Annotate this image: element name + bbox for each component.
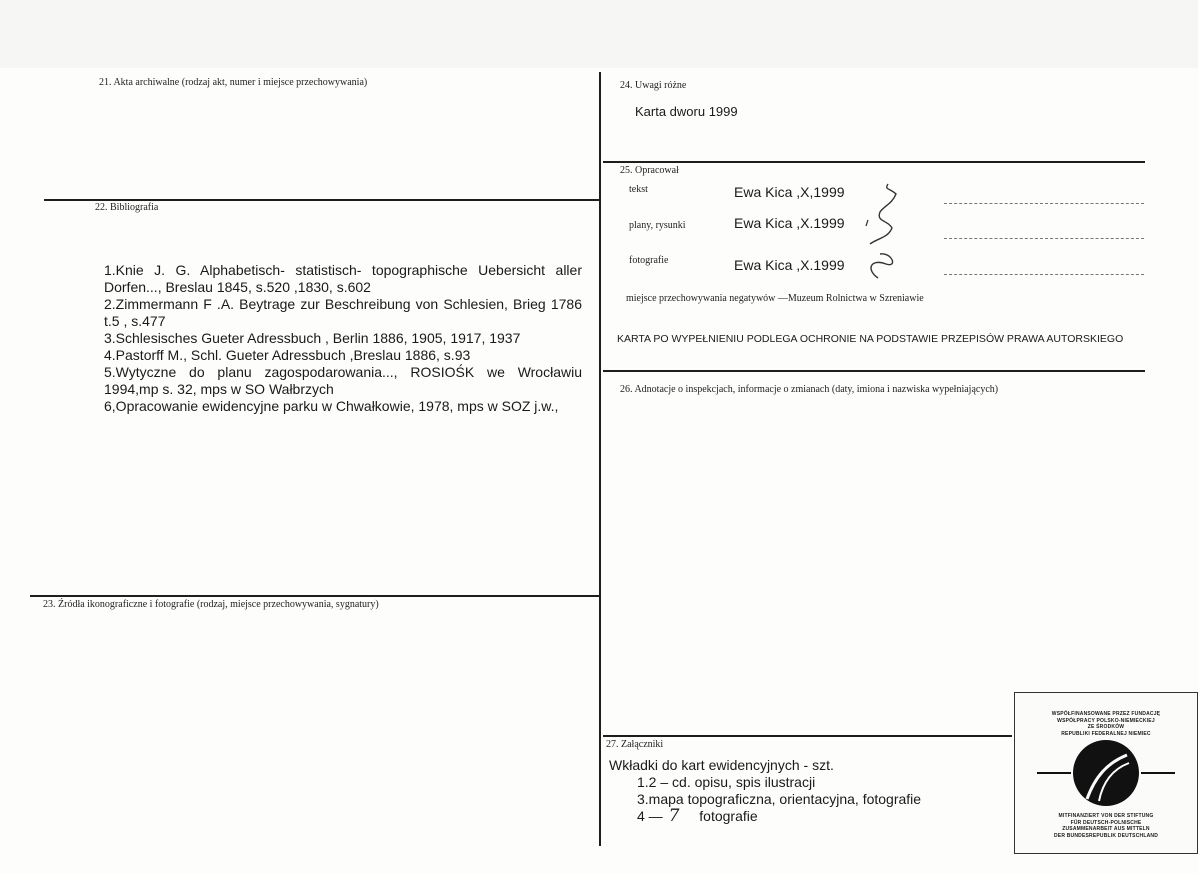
divider-22 (44, 199, 601, 201)
copyright-notice: KARTA PO WYPEŁNIENIU PODLEGA OCHRONIE NA PODSTAWIE PRZEPISÓW PRAWA AUTORSKIEGO (617, 333, 1124, 345)
center-divider (599, 72, 601, 846)
bibliography-item: 4.Pastorff M., Schl. Gueter Adressbuch ,Breslau 1886, s.93 (104, 347, 471, 363)
attachment-prefix: 4 — (637, 808, 663, 824)
bibliography-item: 3.Schlesisches Gueter Adressbuch , Berlin 1886, 1905, 1917, 1937 (104, 330, 521, 346)
prepared-value-text: Ewa Kica ,X,1999 (734, 184, 845, 200)
handwritten-count: 7 (668, 806, 680, 826)
prepared-label-photos: fotografie (629, 255, 669, 266)
attachment-line: 1.2 – cd. opisu, spis ilustracji (637, 774, 816, 790)
bibliography-item: 2.Zimmermann F .A. Beytrage zur Beschreibung von Schlesien, Brieg 1786 t.5 , s.477 (104, 296, 582, 329)
field-27-label: 27. Załączniki (606, 739, 664, 750)
field-23-label: 23. Źródła ikonograficzne i fotografie (rodzaj, miejsce przechowywania, sygnatury) (43, 599, 379, 610)
divider-26 (603, 370, 1145, 372)
bibliography-item: 1.Knie J. G. Alphabetisch- statistisch- topographische Uebersicht aller Dorfen..., Breslau 1845, s.520 ,1830, s.602 (104, 262, 582, 295)
bibliography-list (104, 262, 582, 415)
divider-27 (603, 735, 1012, 737)
attachments-list (609, 757, 922, 826)
prepared-label-plans: plany, rysunki (629, 220, 686, 231)
dotted-line (944, 203, 1144, 204)
attachment-suffix: fotografie (699, 808, 758, 824)
stamp-top-text: WSPÓŁFINANSOWANE PRZEZ FUNDACJĘ WSPÓŁPRACY POLSKO-NIEMIECKIEJ ZE ŚRODKÓW REPUBLIKI FEDERALNEJ NIEMIEC (1051, 711, 1161, 737)
dotted-line (944, 274, 1144, 275)
field-24-value: Karta dworu 1999 (635, 104, 738, 119)
field-21-label: 21. Akta archiwalne (rodzaj akt, numer i miejsce przechowywania) (99, 77, 368, 88)
field-24-label: 24. Uwagi różne (620, 80, 687, 91)
field-22-label: 22. Bibliografia (95, 202, 159, 213)
foundation-logo-icon (1015, 737, 1197, 809)
field-26-label: 26. Adnotacje o inspekcjach, informacje o zmianach (daty, imiona i nazwiska wypełniających) (620, 384, 999, 395)
dotted-line (944, 238, 1144, 239)
divider-25 (603, 161, 1145, 163)
prepared-value-photos: Ewa Kica ,X.1999 (734, 257, 845, 273)
prepared-label-text: tekst (629, 184, 648, 195)
attachment-line (637, 808, 921, 825)
bibliography-item: 6,Opracowanie ewidencyjne parku w Chwałkowie, 1978, mps w SOZ j.w., (104, 398, 559, 414)
prepared-value-plans: Ewa Kica ,X.1999 (734, 215, 845, 231)
scan-top-margin (0, 0, 1198, 68)
negatives-storage: miejsce przechowywania negatywów —Muzeum Rolnictwa w Szreniawie (626, 293, 924, 304)
divider-23 (30, 595, 601, 597)
attachment-line: 3.mapa topograficzna, orientacyjna, fotografie (637, 791, 922, 807)
bibliography-item: 5.Wytyczne do planu zagospodarowania..., ROSIOŚK we Wrocławiu 1994,mp s. 32, mps w SO Wałbrzych (104, 364, 582, 397)
attachment-line: Wkładki do kart ewidencyjnych - szt. (609, 757, 834, 773)
handwritten-signature (858, 182, 902, 282)
foundation-stamp (1014, 692, 1198, 854)
field-25-label: 25. Opracował (620, 165, 679, 176)
stamp-bottom-text: MITFINANZIERT VON DER STIFTUNG FÜR DEUTSCH-POLNISCHE ZUSAMMENARBEIT AUS MITTELN DER BUNDESREPUBLIK DEUTSCHLAND (1053, 813, 1159, 839)
